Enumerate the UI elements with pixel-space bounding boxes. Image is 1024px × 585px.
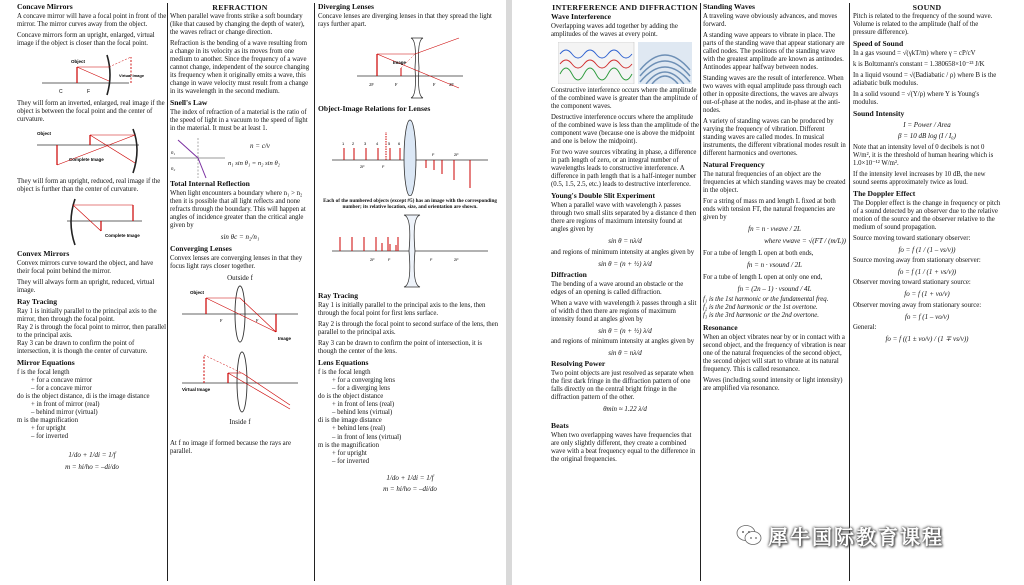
object-label: Object [36, 131, 51, 137]
index-of-refraction-equation: n = c/v [250, 142, 270, 151]
boltzmann-line: k is Boltzmann's constant = 1.380658×10⁻²³ J/K [853, 61, 985, 69]
standing-waves-heading: Standing Waves [703, 3, 755, 11]
definition-sign: + for upright [31, 425, 66, 433]
converging-lens-object-image-chart [330, 116, 490, 196]
closed-tube-equation: fn = (2n – 1) · vsound / 4L [737, 285, 812, 294]
snell-figure-row [170, 136, 310, 180]
speed-of-sound-heading: Speed of Sound [853, 39, 904, 49]
svg-text:5: 5 [388, 140, 391, 146]
concave-mirror-reduced-image-diagram [37, 197, 147, 247]
refraction-column [170, 3, 310, 581]
svg-text:n₂: n₂ [171, 167, 176, 173]
doppler-case: Source moving away from stationary observer: [853, 257, 981, 265]
gas-speed-line: In a gas vsound = √(γkT/m) where γ = cP/cV [853, 50, 976, 58]
beats-heading: Beats [551, 420, 569, 430]
snells-law-equation: n₁ sin θ₁ = n₂ sin θ₂ [228, 160, 280, 168]
doppler-equation: fo = f (1 + vo/v) [904, 290, 950, 299]
interference-title: INTERFERENCE AND DIFFRACTION [552, 3, 698, 12]
watermark [736, 520, 1006, 550]
diffraction-heading: Diffraction [551, 269, 587, 279]
definition: m is the magnification [17, 417, 78, 425]
inside-f-label: Inside f [229, 417, 251, 426]
double-slit-heading: Young's Double Slit Experiment [551, 191, 656, 201]
virtual-image-label: Virtual Image [182, 386, 211, 392]
diverging-lens-object-image-chart [330, 213, 490, 289]
refraction-diagram [170, 136, 225, 180]
paragraph: They will form an inverted, enlarged, real image if the object is between the focal point and the center of curvature. [17, 100, 165, 124]
doppler-equation: fo = f (1 / (1 – vs/v)) [898, 245, 956, 254]
converging-lens-virtual-image-diagram [180, 349, 300, 415]
paragraph: A concave mirror will have a focal point in front of the mirror. The mirror curves away from the object. [17, 12, 167, 28]
column-divider [849, 3, 850, 581]
paragraph: Ray 1 is initially parallel to the principal axis to the lens, then through the focal point for first lens surface. [318, 302, 486, 318]
resonance-heading: Resonance [703, 323, 738, 333]
left-page [0, 0, 506, 585]
paragraph: Ray 1 is initially parallel to the principal axis to the mirror, then through the focal point. [17, 308, 157, 324]
svg-text:6: 6 [398, 140, 401, 146]
definition: di is the image distance [318, 417, 382, 425]
paragraph: The Doppler effect is the change in frequency or pitch of a sound detected by an observer due to the relative motion of the source and the observer relative to the medium of sound propagation. [853, 199, 1001, 231]
svg-text:F: F [256, 317, 259, 323]
sound-intensity-heading: Sound Intensity [853, 109, 905, 119]
svg-text:C: C [59, 89, 63, 96]
mirrors-column [17, 3, 167, 581]
doppler-case: Source moving toward stationary observer: [853, 234, 971, 242]
doppler-case: General: [853, 323, 877, 331]
resolving-power-heading: Resolving Power [551, 359, 606, 369]
decibel-equation: β = 10 dB log (I / I₀) [898, 132, 956, 141]
mirror-equations-heading: Mirror Equations [17, 358, 75, 368]
paragraph: Destructive interference occurs where the amplitude of the combined wave is less than the amplitude of the component wave (because one is above the midpoint and one is below the midpoint). [551, 114, 699, 146]
lens-magnification-equation: m = hi/ho = –di/do [383, 484, 437, 493]
total-internal-reflection-heading: Total Internal Reflection [170, 179, 250, 189]
svg-text:4: 4 [376, 140, 379, 146]
open-tube-equation: fn = n · vsound / 2L [746, 260, 803, 269]
lenses-column [318, 3, 502, 581]
wave-interference-heading: Wave Interference [551, 12, 611, 22]
svg-text:2F: 2F [449, 81, 454, 87]
paragraph: Overlapping waves add together by adding the amplitudes of the waves at every point. [551, 23, 678, 39]
object-image-caption: Each of the numbered objects (except #5) has an image with the corresponding number; its relative location, size, and orientation are shown. [323, 197, 497, 210]
sound-column [853, 3, 1001, 581]
svg-text:2F: 2F [360, 163, 365, 169]
paragraph: A standing wave appears to vibrate in place. The parts of the standing wave that appear stationary are called nodes. The positions of the standing wave with the greatest amplitude are known as antinodes. Antinodes appear halfway between nodes. [703, 31, 845, 72]
magnification-equation: m = hi/ho = –di/do [65, 462, 119, 471]
doppler-case: Observer moving away from stationary source: [853, 301, 982, 309]
paragraph: Pitch is related to the frequency of the sound wave. Volume is related to the amplitude (half of the pressure difference). [853, 13, 993, 37]
paragraph: When an object vibrates near by or in contact with a second object, and the frequency of vibration is near one of the natural frequencies of the second object, the second object will start to vibrate at its natural frequency. This is called resonance. [703, 334, 846, 374]
definition-sign: + for upright [332, 449, 367, 457]
definition-sign: + for a converging lens [332, 377, 395, 385]
double-slit-max-equation: sin θ = nλ/d [608, 237, 642, 246]
definition: do is the object distance [318, 393, 384, 401]
paragraph: Ray 3 can be drawn to confirm the point of intersection, it is though the center of the lens. [318, 340, 483, 356]
liquid-speed-line: In a liquid vsound = √(Badiabatic / ρ) where B is the adiabatic bulk modulus. [853, 72, 997, 88]
doppler-case: Observer moving toward stationary source: [853, 279, 971, 287]
svg-text:1: 1 [342, 140, 345, 146]
paragraph: For two wave sources vibrating in phase, a difference in path length of zero, or an integral number of wavelengths leads to constructive interference. A difference in path length that is a half-integer number (0.5, 1.5, 2.5, etc.) leads to destructive interference. [551, 149, 697, 189]
svg-text:3: 3 [364, 140, 367, 146]
definition-sign: – for a diverging lens [332, 385, 391, 393]
virtual-image-label: Virtual Image [119, 73, 145, 79]
wave-speed-equation: where vwave = √(FT / (m/L)) [764, 236, 846, 245]
paragraph: Concave mirrors form an upright, enlarged, virtual image if the object is closer than the focal point. [17, 31, 155, 47]
svg-text:F: F [382, 163, 385, 169]
ray-tracing-heading: Ray Tracing [17, 297, 58, 307]
definition-sign: + behind lens (real) [332, 425, 386, 433]
lens-equation: 1/do + 1/di = 1/f [386, 473, 434, 482]
sound-title: SOUND [912, 3, 942, 12]
svg-text:F: F [432, 151, 435, 157]
interference-pattern-figure [558, 42, 692, 84]
doppler-heading: The Doppler Effect [853, 188, 916, 198]
convex-mirrors-heading: Convex Mirrors [17, 249, 70, 259]
paragraph: and regions of minimum intensity at angles given by [551, 338, 695, 346]
intensity-equation: I = Power / Area [903, 121, 951, 130]
paragraph: Concave lenses are diverging lenses in that they spread the light rays further apart. [318, 12, 492, 28]
diffraction-max-equation: sin θ = (n + ½) λ/d [598, 326, 652, 335]
column-divider [314, 3, 315, 581]
critical-angle-equation: sin θc = n₂/n₁ [220, 233, 260, 242]
svg-text:2: 2 [352, 140, 355, 146]
paragraph: Two point objects are just resolved as separate when the first dark fringe in the diffraction pattern of one falls directly on the central bright fringe in the diffraction pattern of the other. [551, 370, 694, 402]
paragraph: Constructive interference occurs where the amplitude of the combined wave is greater than the amplitude of the component waves. [551, 87, 698, 111]
string-frequency-equation: fn = n · vwave / 2L [748, 225, 801, 234]
definition-sign: + for a concave mirror [31, 377, 93, 385]
definition-sign: – in front of lens (virtual) [332, 433, 402, 441]
svg-text:F: F [388, 257, 391, 263]
harmonic-line: f₃ is the 3rd harmonic or the 2nd overtone. [703, 312, 819, 320]
double-slit-min-equation: sin θ = (n + ½) λ/d [598, 259, 652, 268]
solid-speed-line: In a solid vsound = √(Y/ρ) where Y is Young's modulus. [853, 91, 980, 107]
column-divider [700, 3, 701, 581]
paragraph: Waves (including sound intensity or light intensity) are amplified via resonance. [703, 377, 843, 393]
concave-mirror-virtual-image-diagram [37, 51, 147, 97]
converging-lens-real-image-diagram [180, 284, 300, 346]
doppler-equation: fo = f (1 – vo/v) [904, 312, 950, 321]
right-page [512, 0, 1024, 585]
svg-text:F: F [220, 317, 223, 323]
definition-sign: + in front of lens (real) [332, 401, 395, 409]
svg-text:2F: 2F [370, 257, 375, 263]
column-divider [167, 3, 168, 581]
object-label: Object [71, 59, 86, 65]
definition: f is the focal length [17, 369, 70, 377]
paragraph: For a tube of length L open at only one end, [703, 274, 823, 282]
paragraph: When a parallel wave with wavelength λ passes through two small slits separated by a distance d then there are regions of maximum intensity found at angles given by [551, 202, 697, 234]
svg-text:F: F [433, 81, 436, 87]
doppler-equation: fo = f ((1 ± vo/v) / (1 ∓ vs/v)) [885, 334, 969, 343]
lens-equations-heading: Lens Equations [318, 358, 369, 368]
diffraction-min-equation: sin θ = nλ/d [608, 349, 642, 358]
outside-f-label: Outside f [227, 273, 253, 282]
paragraph: The natural frequencies of an object are the frequencies at which standing waves may be created in the object. [703, 171, 846, 195]
concave-mirrors-heading: Concave Mirrors [17, 3, 73, 11]
paragraph: A traveling wave obviously advances, and moves forward. [703, 12, 838, 28]
svg-text:2F: 2F [454, 257, 459, 263]
diverging-lens-diagram [355, 32, 465, 102]
image-label: Image [278, 335, 292, 341]
svg-text:2F: 2F [369, 81, 374, 87]
paragraph: Convex lenses are converging lenses in that they focus light rays closer together. [170, 254, 303, 270]
diverging-lenses-heading: Diverging Lenses [318, 3, 374, 11]
definition-sign: – behind lens (virtual) [332, 409, 393, 417]
doppler-equation: fo = f (1 / (1 + vs/v)) [897, 268, 957, 277]
definition-sign: – for inverted [31, 433, 68, 441]
paragraph: At f no image if formed because the rays are parallel. [170, 440, 291, 456]
paragraph: When light encounters a boundary where n₁ > n₂ then it is possible that all light reflects and none refracts through the boundary. This will happen at angles of incidence greater than the critical angle given by [170, 190, 306, 230]
concave-mirror-real-image-diagram [35, 127, 150, 175]
interference-column [551, 3, 699, 581]
object-image-relations-heading: Object-Image Relations for Lenses [318, 103, 431, 113]
converging-lenses-heading: Converging Lenses [170, 243, 232, 253]
definition-sign: – for inverted [332, 457, 369, 465]
natural-frequency-heading: Natural Frequency [703, 160, 765, 170]
complete-image-label: Complete Image [68, 157, 104, 163]
paragraph: The bending of a wave around an obstacle or the edges of an opening is called diffraction. [551, 280, 684, 296]
paragraph: Ray 2 is through the focal point to mirror, then parallel to the principal axis. [17, 324, 167, 340]
paragraph: When parallel wave fronts strike a soft boundary (like that caused by changing the depth of water), the waves refract or change direction. [170, 13, 305, 37]
paragraph: Refraction is the bending of a wave resulting from a change in its velocity as its moves from one medium to another. Since the frequency of a wave cannot change, independent of the source changing its frequency when it originally emits a wave, this change in wave velocity must result from a change in its wavelength in the second medium. [170, 40, 310, 96]
paragraph: Note that an intensity level of 0 decibels is not 0 W/m², it is the threshold of human hearing which is 1.0×10⁻¹² W/m². [853, 143, 994, 167]
lens-ray-tracing-heading: Ray Tracing [318, 291, 359, 301]
paragraph: Ray 2 is through the focal point to second surface of the lens, then parallel to the principal axis. [318, 321, 499, 337]
paragraph: For a string of mass m and length L fixed at both ends with tension FT, the natural frequencies are given by [703, 198, 836, 222]
definition-sign: – for a concave mirror [31, 385, 92, 393]
wechat-icon [736, 524, 762, 546]
harmonic-line: f₂ is the 2nd harmonic or the 1st overtone. [703, 304, 818, 312]
svg-text:2F: 2F [454, 151, 459, 157]
svg-text:n₁: n₁ [171, 151, 176, 157]
definition-sign: – behind mirror (virtual) [31, 409, 98, 417]
paragraph: and regions of minimum intensity at angles given by [551, 248, 695, 256]
mirror-equation: 1/do + 1/di = 1/f [68, 451, 116, 460]
image-label: Image [393, 59, 407, 65]
harmonic-line: f₁ is the 1st harmonic or the fundamental freq. [703, 296, 829, 304]
snells-law-heading: Snell's Law [170, 98, 208, 108]
definition: m is the magnification [318, 441, 379, 449]
svg-text:F: F [430, 257, 433, 263]
svg-text:F: F [395, 81, 398, 87]
paragraph: They will form an upright, reduced, real image if the object is further than the center of curvature. [17, 178, 161, 194]
standing-waves-column [703, 3, 846, 581]
svg-text:F: F [87, 89, 91, 96]
definition: f is the focal length [318, 369, 371, 377]
definition: do is the object distance, di is the image distance [17, 393, 150, 401]
object-label: Object [190, 289, 205, 295]
paragraph: Ray 3 can be drawn to confirm the point of intersection, it is though the center of curvature. [17, 340, 148, 356]
paragraph: If the intensity level increases by 10 dB, the new sound seems approximately twice as loud. [853, 170, 986, 186]
definition-sign: + in front of mirror (real) [31, 401, 100, 409]
paragraph: A variety of standing waves can be produced by varying the frequency of vibration. Different standing waves are called modes. In musical instruments, the different vibrational modes result in different harmonics and overtones. [703, 118, 846, 158]
paragraph: The index of refraction of a material is the ratio of the speed of light in a vacuum to the speed of light in the material. It must be at least 1. [170, 109, 308, 133]
paragraph: When a wave with wavelength λ passes through a slit of width d then there are regions of maximum intensity found at angles given by [551, 299, 697, 323]
paragraph: When two overlapping waves have frequencies that are only slightly different, they create a combined wave with a beat frequency equal to the difference in the original frequencies. [551, 431, 696, 463]
paragraph: For a tube of length L open at both ends, [703, 249, 814, 257]
paragraph: They will always form an upright, reduced, virtual image. [17, 279, 155, 295]
watermark-text: 犀牛国际教育课程 [768, 524, 944, 549]
complete-image-label: Complete Image [105, 233, 140, 239]
resolving-power-equation: θmin ≈ 1.22 λ/d [603, 405, 647, 414]
paragraph: Convex mirrors curve toward the object, and have their focal point behind the mirror. [17, 260, 154, 276]
refraction-title: REFRACTION [212, 3, 268, 12]
paragraph: Standing waves are the result of interference. When two waves with equal amplitude pass through each other in opposite directions, the waves are always out-of-phase at the nodes, and in-phase at the anti-nodes. [703, 75, 844, 115]
